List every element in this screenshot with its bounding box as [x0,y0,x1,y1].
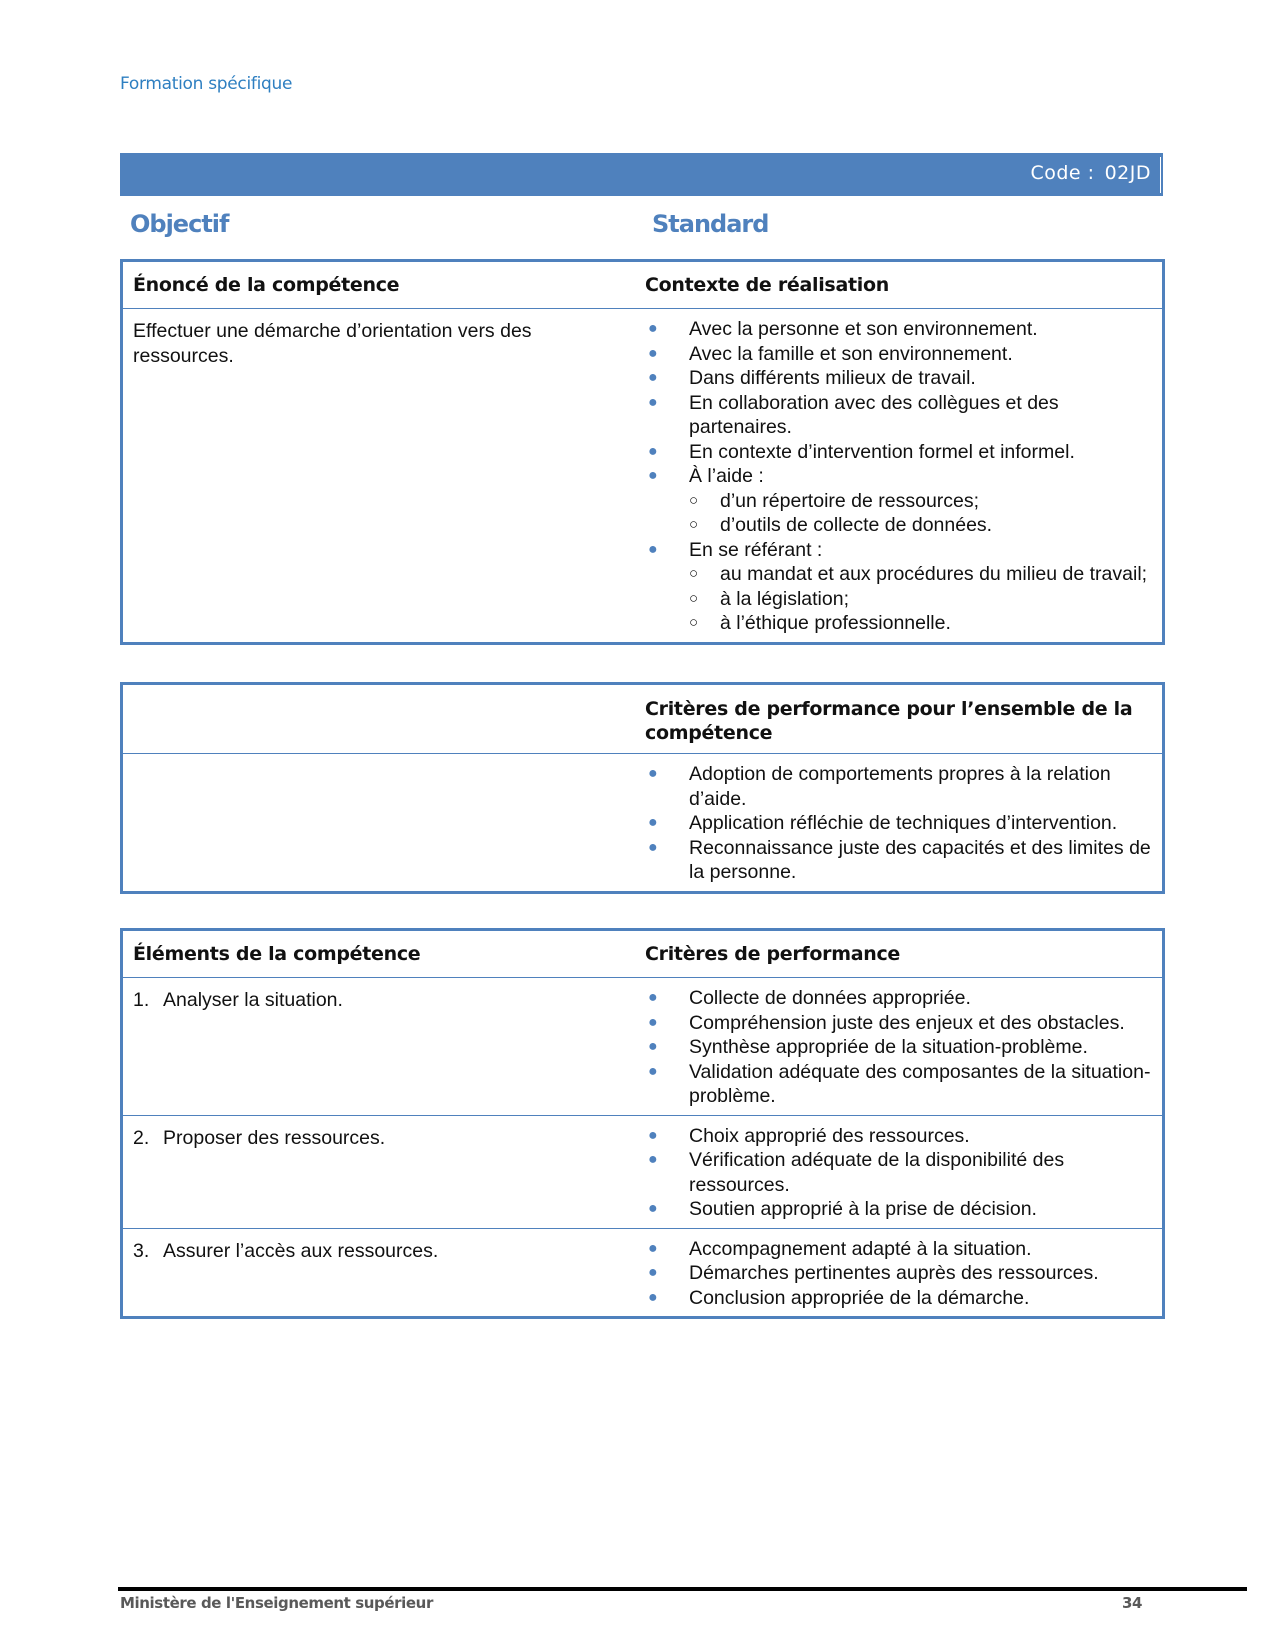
sub-bullet-item [645,513,1152,538]
empty-cell [123,754,645,891]
col-header-elements: Éléments de la compétence [133,943,421,965]
empty-cell [123,685,645,753]
bullet-item [645,1148,1152,1197]
bullet-text: À l’aide : [689,465,764,487]
table-header-row [123,931,1162,977]
competence-element [123,978,645,1115]
bullet-item [645,762,1152,811]
bullet-text: Compréhension juste des enjeux et des obstacles. [689,1011,1125,1034]
bullet-icon: ● [648,814,658,831]
bullet-text: En contexte d’intervention formel et informel. [689,440,1075,463]
bullet-icon: ● [648,344,658,362]
bullet-icon: ● [648,1264,658,1281]
table-header-row [123,685,1162,753]
table-row [123,308,1162,642]
bullet-icon: ● [648,1151,658,1168]
bullet-item [645,317,1152,342]
sub-bullet-item [645,562,1152,587]
bullet-text: Dans différents milieux de travail. [689,367,976,389]
bullet-icon: ● [648,320,658,337]
bullet-text: Accompagnement adapté à la situation. [689,1237,1032,1260]
bullet-text: au mandat et aux procédures du milieu de travail; [720,563,1148,585]
circle-bullet-icon: ○ [689,565,699,582]
sub-bullet-item [645,611,1152,636]
bullet-icon: ● [648,838,658,856]
bullet-icon: ● [648,1239,658,1257]
element-text: Proposer des ressources. [163,1126,386,1149]
bullet-item [645,440,1152,465]
bullet-item [645,464,1152,489]
bullet-item [645,836,1152,885]
bullet-icon: ● [648,1038,658,1055]
sub-bullet-item [645,587,1152,612]
competence-element [123,1116,645,1228]
bullet-item [645,538,1152,563]
bullet-text: d’un répertoire de ressources; [720,489,980,512]
running-title: Formation spécifique [120,74,293,94]
bullet-text: Choix approprié des ressources. [689,1124,970,1147]
bullet-text: à l’éthique professionnelle. [720,612,951,634]
section-objectif: Objectif [130,210,229,238]
bullet-text: Reconnaissance juste des capacités et des limites de la personne. [689,836,1151,883]
footer-rule [118,1587,1247,1591]
bullet-item [645,366,1152,391]
bullet-icon: ● [648,393,658,411]
page-number: 34 [1122,1594,1143,1612]
bullet-icon: ● [648,442,658,460]
bullet-text: Synthèse appropriée de la situation-problème. [689,1036,1088,1058]
bullet-icon: ● [648,989,658,1006]
bullet-item [645,1286,1152,1311]
element-text: Analyser la situation. [163,989,343,1011]
circle-bullet-icon: ○ [689,614,699,631]
bullet-text: Adoption de comportements propres à la relation d’aide. [689,763,1111,810]
bullet-text: Soutien approprié à la prise de décision. [689,1198,1037,1220]
table-row [123,977,1162,1115]
section-standard: Standard [652,210,769,238]
criteria-list [645,762,1152,885]
bullet-icon: ● [648,1126,658,1144]
table-row [123,1228,1162,1317]
criteria-list [645,986,1152,1109]
code-label: Code : [1030,162,1095,184]
bullet-item [645,986,1152,1011]
bullet-item [645,1261,1152,1286]
bullet-text: Avec la personne et son environnement. [689,318,1038,340]
bullet-item [645,811,1152,836]
bullet-item [645,391,1152,440]
table-enonce [120,259,1165,645]
col-header-contexte: Contexte de réalisation [645,274,889,296]
circle-bullet-icon: ○ [689,491,699,509]
bullet-icon: ● [648,765,658,782]
table-row [123,753,1162,891]
table-row [123,1115,1162,1228]
element-number: 1. [133,989,150,1011]
sub-bullet-item [645,489,1152,514]
bullet-icon: ● [648,1200,658,1217]
bullet-icon: ● [648,540,658,558]
bullet-item [645,342,1152,367]
bullet-text: En collaboration avec des collègues et des partenaires. [689,391,1059,438]
course-code [1020,162,1151,184]
bullet-text: Application réfléchie de techniques d’intervention. [689,812,1118,834]
bullet-text: à la législation; [720,587,849,610]
bullet-icon: ● [648,1013,658,1031]
bullet-icon: ● [648,369,658,386]
context-list [645,317,1152,636]
bullet-item [645,1011,1152,1036]
bullet-item [645,1237,1152,1262]
col-header-criteres: Critères de performance [645,943,901,965]
divider [1160,157,1161,193]
element-number: 2. [133,1126,150,1149]
criteria-list [645,1124,1152,1222]
bullet-text: Validation adéquate des composantes de la situation-problème. [689,1060,1151,1107]
table-header-row [123,262,1162,308]
bullet-item [645,1197,1152,1222]
bullet-text: Vérification adéquate de la disponibilité des ressources. [689,1149,1065,1196]
element-number: 3. [133,1239,150,1262]
col-header-criteres-ensemble: Critères de performance pour l’ensemble de la compétence [645,698,1133,744]
code-banner [120,153,1163,196]
bullet-item [645,1060,1152,1109]
bullet-text: d’outils de collecte de données. [720,514,993,536]
bullet-icon: ● [648,1288,658,1306]
competence-element [123,1229,645,1317]
bullet-icon: ● [648,1062,658,1080]
table-criteres-ensemble [120,682,1165,894]
bullet-text: Démarches pertinentes auprès des ressources. [689,1262,1099,1284]
element-text: Assurer l’accès aux ressources. [163,1239,439,1262]
criteria-list [645,1237,1152,1311]
circle-bullet-icon: ○ [689,516,699,533]
table-elements [120,928,1165,1319]
bullet-text: Collecte de données appropriée. [689,987,971,1009]
bullet-text: En se référant : [689,538,823,561]
circle-bullet-icon: ○ [689,589,699,607]
competence-statement: Effectuer une démarche d’orientation vers des ressources. [133,320,532,367]
code-value: 02JD [1104,162,1151,184]
bullet-text: Conclusion appropriée de la démarche. [689,1286,1030,1309]
bullet-icon: ● [648,467,658,484]
bullet-text: Avec la famille et son environnement. [689,342,1013,365]
bullet-item [645,1035,1152,1060]
footer-publisher: Ministère de l'Enseignement supérieur [120,1594,433,1612]
col-header-enonce: Énoncé de la compétence [133,274,400,296]
bullet-item [645,1124,1152,1149]
